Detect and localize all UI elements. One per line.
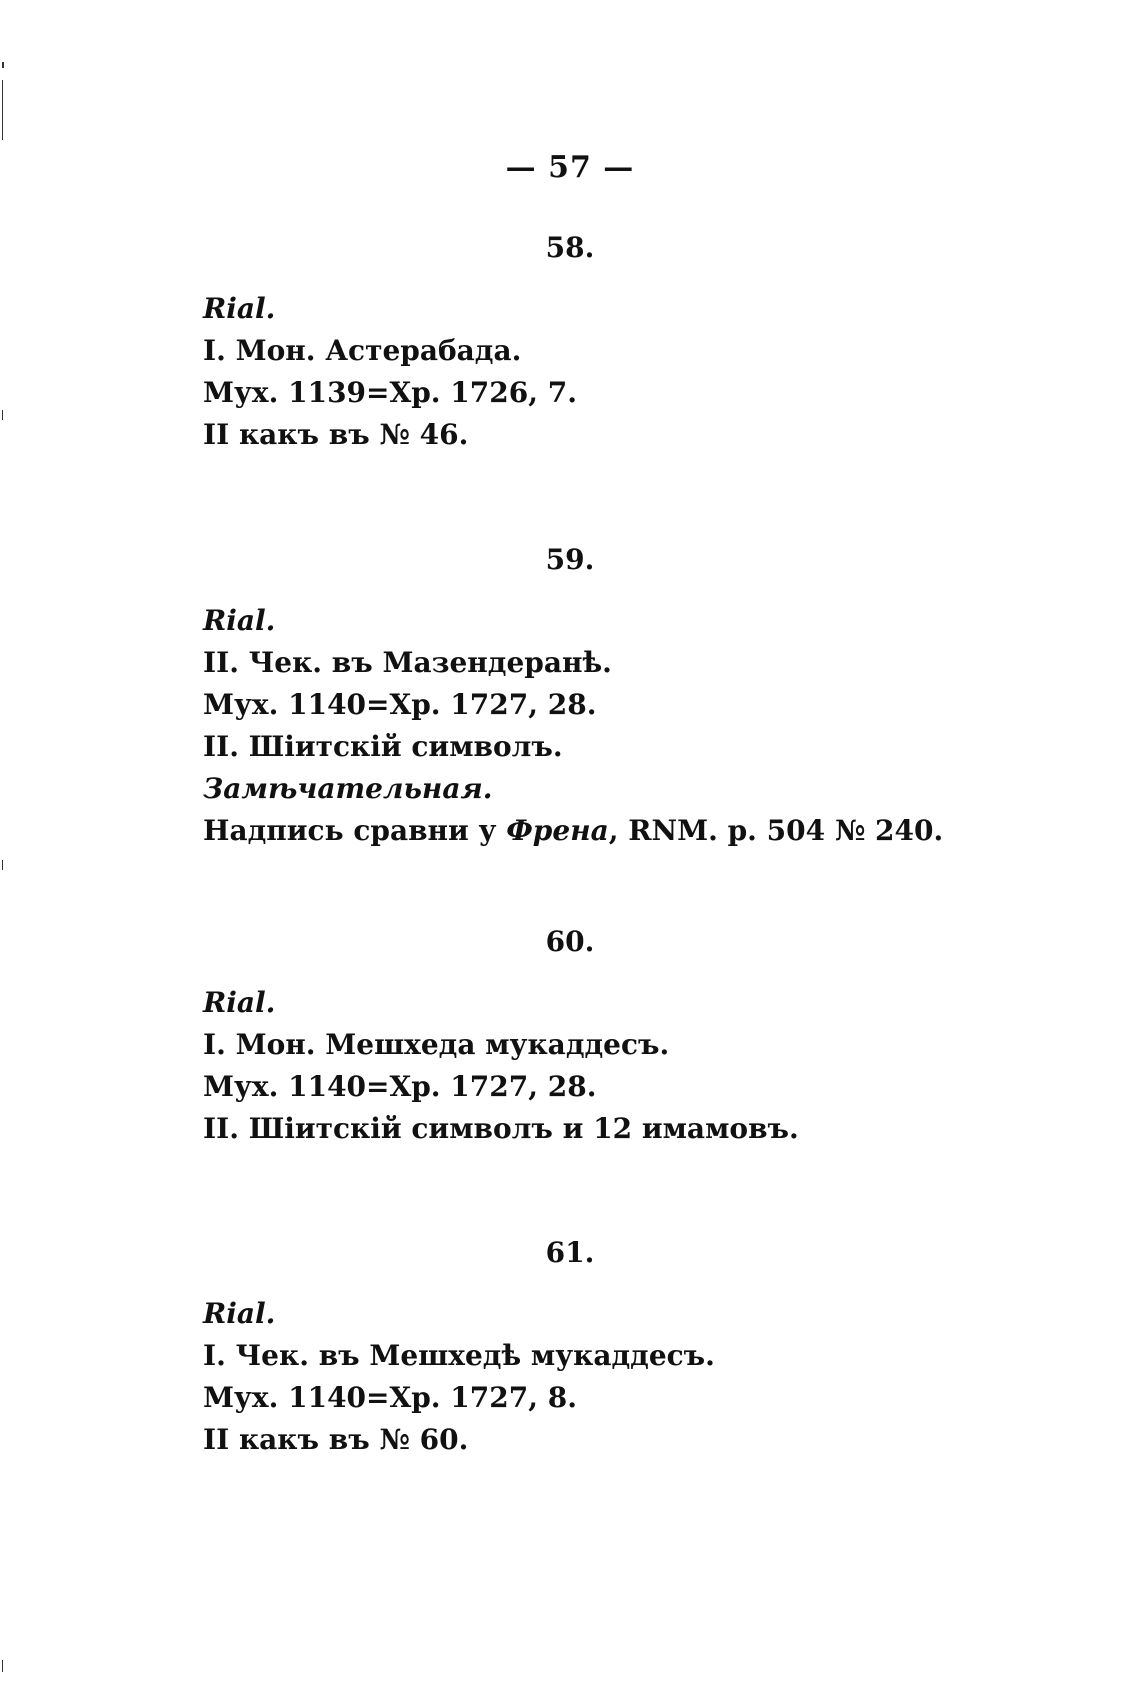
page-number: — 57 — (505, 150, 635, 185)
entry-line: I. Мон. Мешхеда мукаддесъ. (203, 1028, 670, 1061)
entry-line: Мух. 1140=Хр. 1727, 8. (203, 1381, 577, 1414)
entry-text (203, 1293, 715, 1461)
entry-line: II какъ въ № 60. (203, 1423, 469, 1456)
entry-line: I. Чек. въ Мешхедѣ мукаддесъ. (203, 1339, 715, 1372)
coin-entry-59 (0, 540, 1140, 847)
entry-number: 61. (545, 1236, 595, 1269)
entry-title: Rial. (203, 604, 276, 637)
entry-text (203, 288, 577, 456)
entry-number: 60. (545, 925, 595, 958)
entry-text (203, 600, 943, 852)
coin-entry-58 (0, 228, 1140, 451)
entry-title: Rial. (203, 1297, 276, 1330)
entry-line: Мух. 1139=Хр. 1726, 7. (203, 376, 577, 409)
entry-number: 59. (545, 543, 595, 576)
entry-line: Мух. 1140=Хр. 1727, 28. (203, 1070, 597, 1103)
reference-suffix: , RNM. p. 504 № 240. (608, 814, 944, 847)
entry-line: Мух. 1140=Хр. 1727, 28. (203, 688, 597, 721)
entry-text (203, 982, 799, 1150)
reference-author: Френа (506, 814, 609, 847)
entry-line: I. Мон. Астерабада. (203, 334, 522, 367)
coin-entry-60 (0, 922, 1140, 1145)
entry-line: II. Шiитскiй символъ. (203, 730, 563, 763)
entry-title: Rial. (203, 986, 276, 1019)
entry-line: II какъ въ № 46. (203, 418, 469, 451)
entry-line: II. Шiитскiй символъ и 12 имамовъ. (203, 1112, 799, 1145)
entry-number: 58. (545, 231, 595, 264)
coin-entry-61 (0, 1233, 1140, 1456)
entry-title: Rial. (203, 292, 276, 325)
entry-line: II. Чек. въ Мазендеранѣ. (203, 646, 612, 679)
reference-prefix: Надпись сравни у (203, 814, 507, 847)
entry-reference-line (203, 810, 943, 852)
entry-note: Замѣчательная. (203, 772, 493, 805)
